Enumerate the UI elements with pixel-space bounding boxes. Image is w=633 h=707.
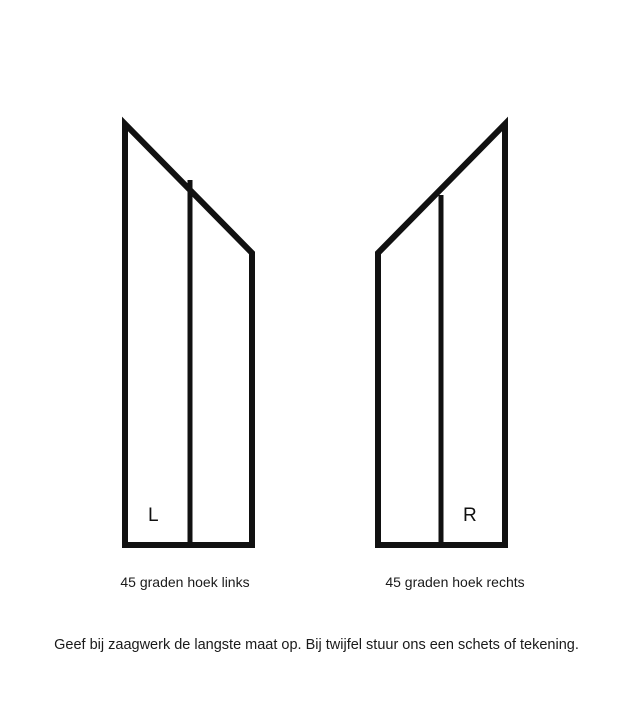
figure-right-miter (378, 124, 505, 545)
right-miter-letter: R (463, 505, 477, 526)
left-miter-letter: L (148, 505, 159, 526)
right-figure-caption: 45 graden hoek rechts (385, 574, 525, 590)
left-figure-caption: 45 graden hoek links (120, 574, 250, 590)
figure-left-miter (125, 124, 252, 545)
footer-note: Geef bij zaagwerk de langste maat op. Bij twijfel stuur ons een schets of tekening. (54, 637, 579, 653)
